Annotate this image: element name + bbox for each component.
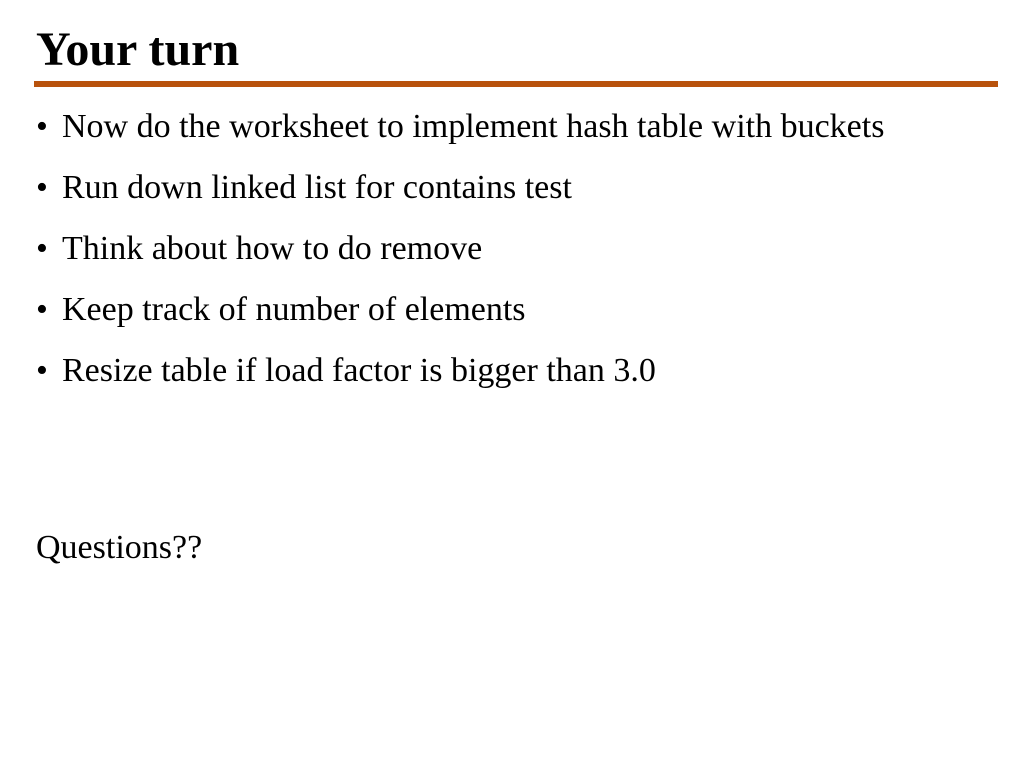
bullet-item [36,287,966,332]
bullet-dot-icon: • [36,352,48,389]
bullet-dot-icon: • [36,230,48,267]
bullet-text: Now do the worksheet to implement hash table with buckets [62,108,885,145]
bullet-item [36,104,966,149]
bullet-item [36,165,966,210]
bullet-item [36,226,966,271]
bullet-dot-icon: • [36,108,48,145]
bullet-dot-icon: • [36,291,48,328]
bullet-text: Resize table if load factor is bigger than 3.0 [62,352,656,389]
bullet-item [36,348,966,393]
bullet-dot-icon: • [36,169,48,206]
bullet-list [36,104,966,409]
bullet-text: Keep track of number of elements [62,291,526,328]
bullet-text: Think about how to do remove [62,230,483,267]
closing-text: Questions?? [36,529,203,566]
slide-title: Your turn [36,23,240,76]
title-divider [34,81,998,87]
bullet-text: Run down linked list for contains test [62,169,572,206]
